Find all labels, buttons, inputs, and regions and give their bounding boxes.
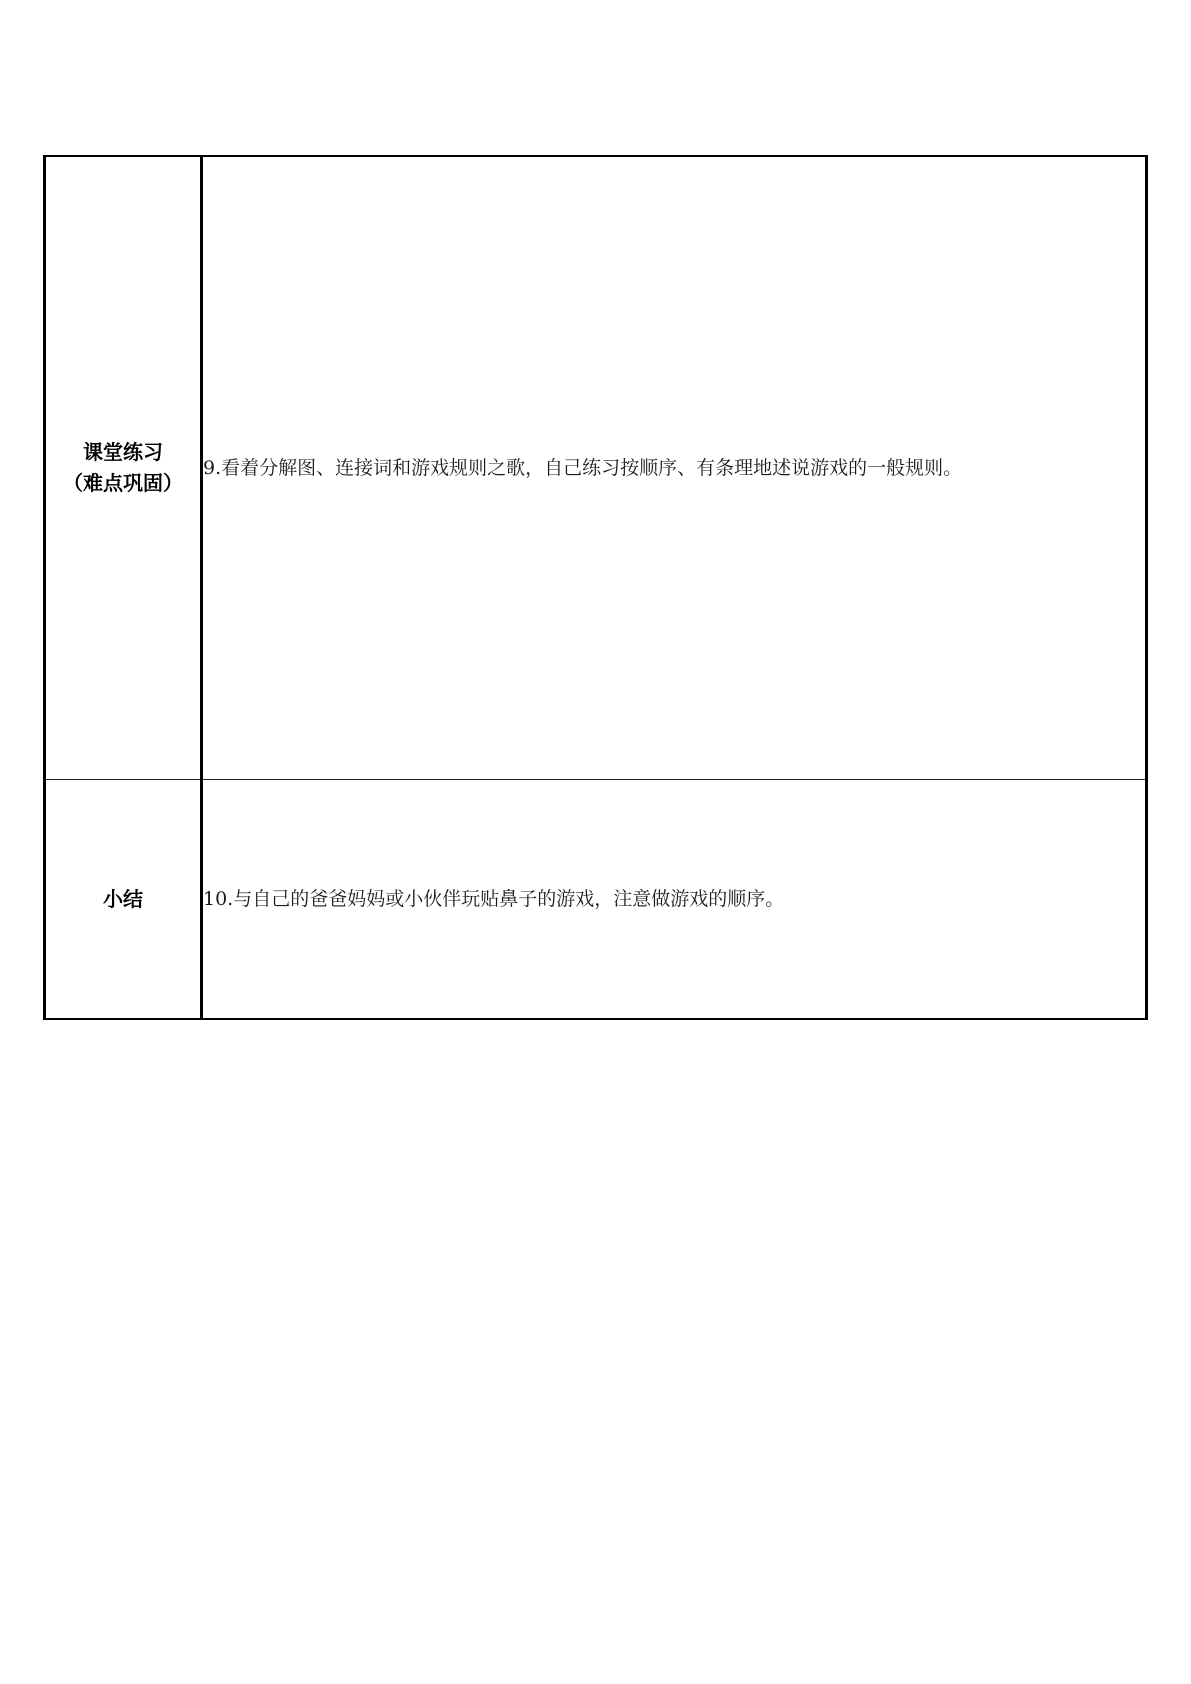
row-content-text: 9.看着分解图、连接词和游戏规则之歌，自己练习按顺序、有条理地述说游戏的一般规则。 [203,457,963,479]
row-label-title: 小结 [103,886,143,911]
row-content-classroom-practice [202,156,1147,780]
row-content-text: 10.与自己的爸爸妈妈或小伙伴玩贴鼻子的游戏，注意做游戏的顺序。 [203,888,785,910]
row-label-classroom-practice [45,156,202,780]
lesson-plan-table [43,155,1148,1020]
table-row-classroom-practice [45,156,1147,780]
row-label-subtitle: （难点巩固） [63,471,183,495]
table-row-summary [45,780,1147,1020]
row-label-summary [45,780,202,1020]
row-label-title: 课堂练习 [83,440,163,464]
row-content-summary [202,780,1147,1020]
